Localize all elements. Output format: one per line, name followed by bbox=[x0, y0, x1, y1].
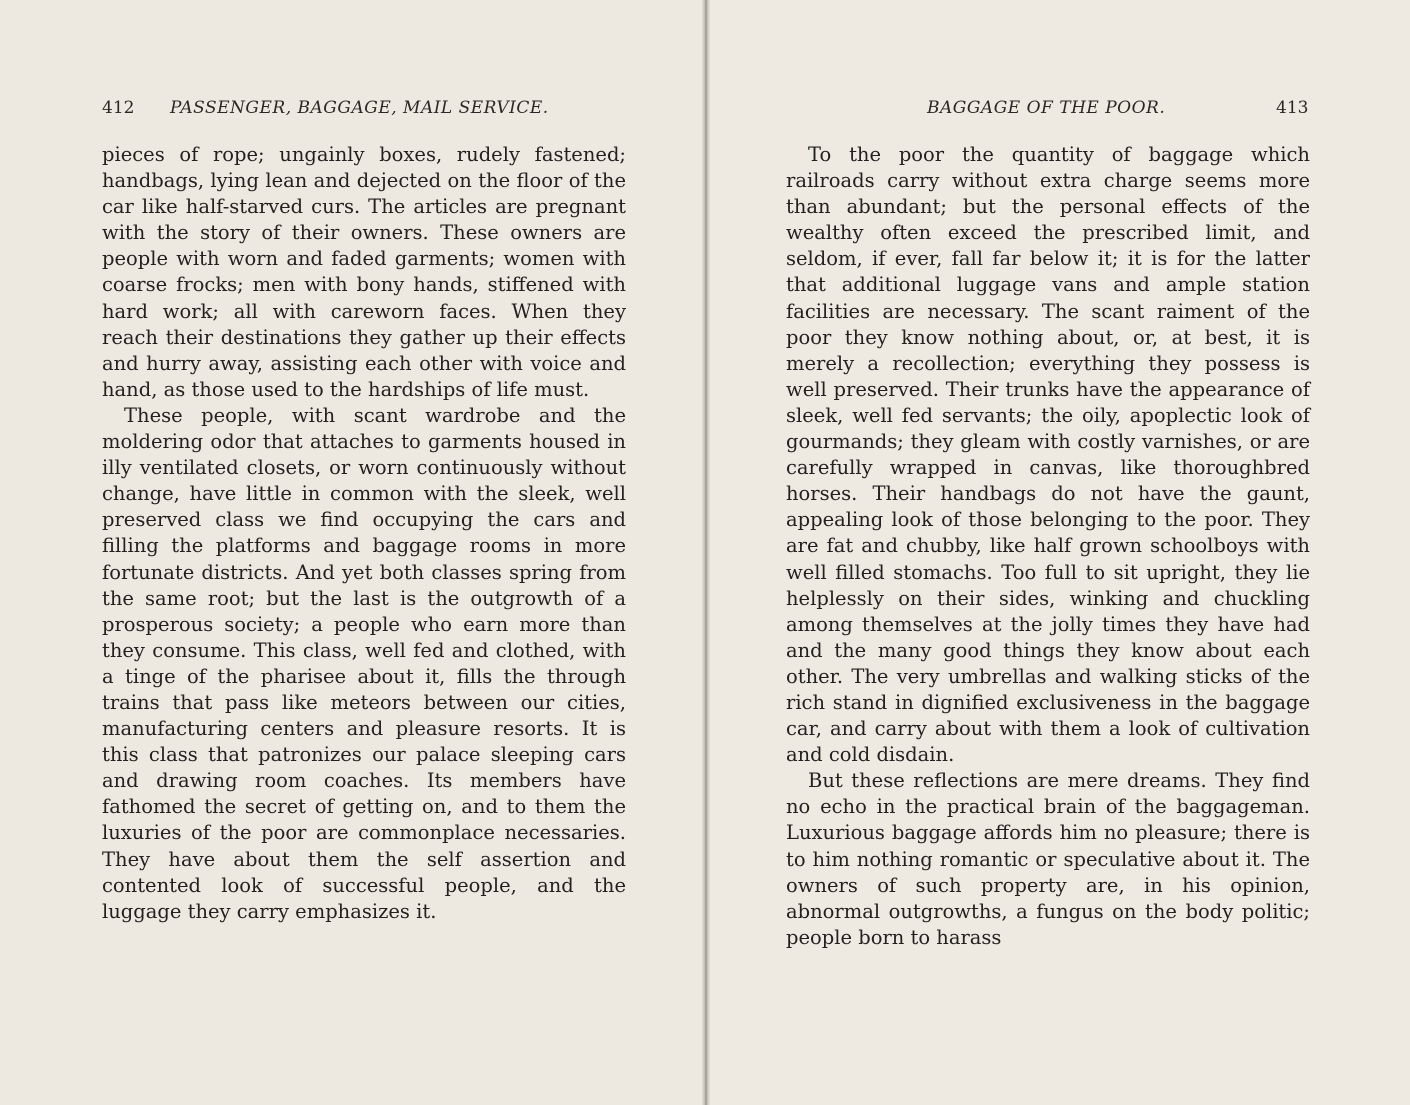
left-running-head: PASSENGER, BAGGAGE, MAIL SERVICE. bbox=[170, 98, 549, 118]
left-page-body bbox=[102, 142, 626, 925]
right-paragraph-2: But these reflections are mere dreams. They find no echo in the practical brain of the baggageman. Luxurious baggage affords him no pleasure; there is to him nothing romantic or speculative about it. The owners of such property are, in his opinion, abnormal outgrowths, a fungus on the body politic; people born to harass bbox=[786, 769, 1310, 949]
right-page-number: 413 bbox=[1276, 98, 1309, 118]
right-page-body bbox=[786, 142, 1310, 951]
left-paragraph-1: pieces of rope; ungainly boxes, rudely fastened; handbags, lying lean and dejected on the floor of the car like half-starved curs. The articles are pregnant with the story of their owners. These owners are people with worn and faded garments; women with coarse frocks; men with bony hands, stiffened with hard work; all with careworn faces. When they reach their destinations they gather up their effects and hurry away, assisting each other with voice and hand, as those used to the hardships of life must. bbox=[102, 143, 626, 401]
left-page-number: 412 bbox=[102, 98, 135, 118]
right-paragraph-1: To the poor the quantity of baggage which railroads carry without extra charge seems more than abundant; but the personal effects of the wealthy often exceed the prescribed limit, and seldom, if ever, fall far below it; it is for the latter that additional luggage vans and ample station facilities are necessary. The scant raiment of the poor they know nothing about, or, at best, it is merely a recollection; everything they possess is well preserved. Their trunks have the appearance of sleek, well fed servants; the oily, apoplectic look of gourmands; they gleam with costly varnishes, or are carefully wrapped in canvas, like thoroughbred horses. Their handbags do not have the gaunt, appealing look of those belonging to the poor. They are fat and chubby, like half grown schoolboys with well filled stomachs. Too full to sit upright, they lie helplessly on their sides, winking and chuckling among themselves at the jolly times they have had and the many good things they know about each other. The very umbrellas and walking sticks of the rich stand in dignified exclusiveness in the baggage car, and carry about with them a look of cultivation and cold disdain. bbox=[786, 143, 1310, 767]
left-paragraph-2: These people, with scant wardrobe and the moldering odor that attaches to garments housed in illy ventilated closets, or worn continuously without change, have little in common with the sleek, well preserved class we find occupying the cars and filling the platforms and baggage rooms in more fortunate districts. And yet both classes spring from the same root; but the last is the outgrowth of a prosperous society; a people who earn more than they consume. This class, well fed and clothed, with a tinge of the pharisee about it, fills the through trains that pass like meteors between our cities, manufacturing centers and pleasure resorts. It is this class that patronizes our palace sleeping cars and drawing room coaches. Its members have fathomed the secret of getting on, and to them the luxuries of the poor are commonplace necessaries. They have about them the self assertion and contented look of successful people, and the luggage they carry emphasizes it. bbox=[102, 403, 626, 923]
book-gutter bbox=[702, 0, 710, 1105]
right-running-head: BAGGAGE OF THE POOR. bbox=[927, 98, 1166, 118]
